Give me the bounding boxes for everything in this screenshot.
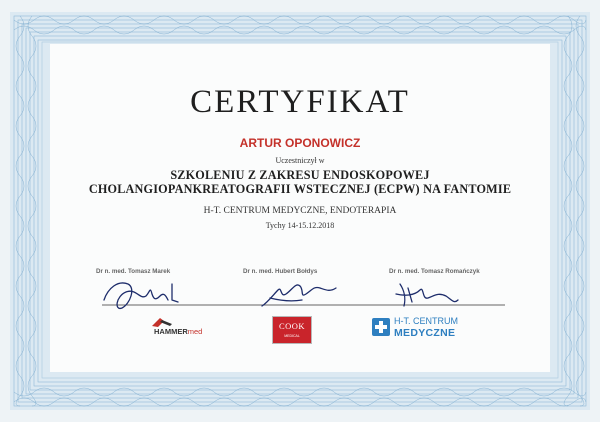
organizer: H-T. CENTRUM MEDYCZNE, ENDOTERAPIA — [203, 206, 397, 216]
place-and-date: Tychy 14-15.12.2018 — [265, 221, 335, 230]
ht-logo-line-2: MEDYCZNE — [394, 327, 456, 339]
cook-subtitle: MEDICAL — [284, 334, 300, 338]
course-title-line-1: SZKOLENIU Z ZAKRESU ENDOSKOPOWEJ — [170, 168, 430, 182]
course-title-line-2: CHOLANGIOPANKREATOGRAFII WSTECZNEJ (ECPW) NA FANTOMIE — [88, 182, 512, 196]
ht-centrum-medyczne-logo — [372, 314, 462, 342]
hammermed-wordmark: HAMMERmed — [154, 327, 203, 336]
cook-medical-logo — [272, 316, 312, 344]
medical-cross-icon — [372, 318, 390, 336]
hammermed-logo — [146, 320, 216, 340]
signatory-name-2: Dr n. med. Hubert Bołdys — [243, 268, 318, 275]
signature-3 — [396, 284, 458, 306]
ht-logo-line-1: H-T. CENTRUM — [394, 316, 458, 326]
signatory-name-3: Dr n. med. Tomasz Romańczyk — [389, 268, 480, 275]
recipient-name: ARTUR OPONOWICZ — [239, 136, 361, 150]
participation-text: Uczestniczył w — [275, 156, 325, 165]
signature-1 — [104, 283, 178, 308]
cook-wordmark: COOK — [278, 321, 306, 331]
certificate-title: CERTYFIKAT — [190, 84, 410, 120]
signatory-name-1: Dr n. med. Tomasz Marek — [96, 268, 171, 275]
signature-2 — [262, 285, 336, 306]
